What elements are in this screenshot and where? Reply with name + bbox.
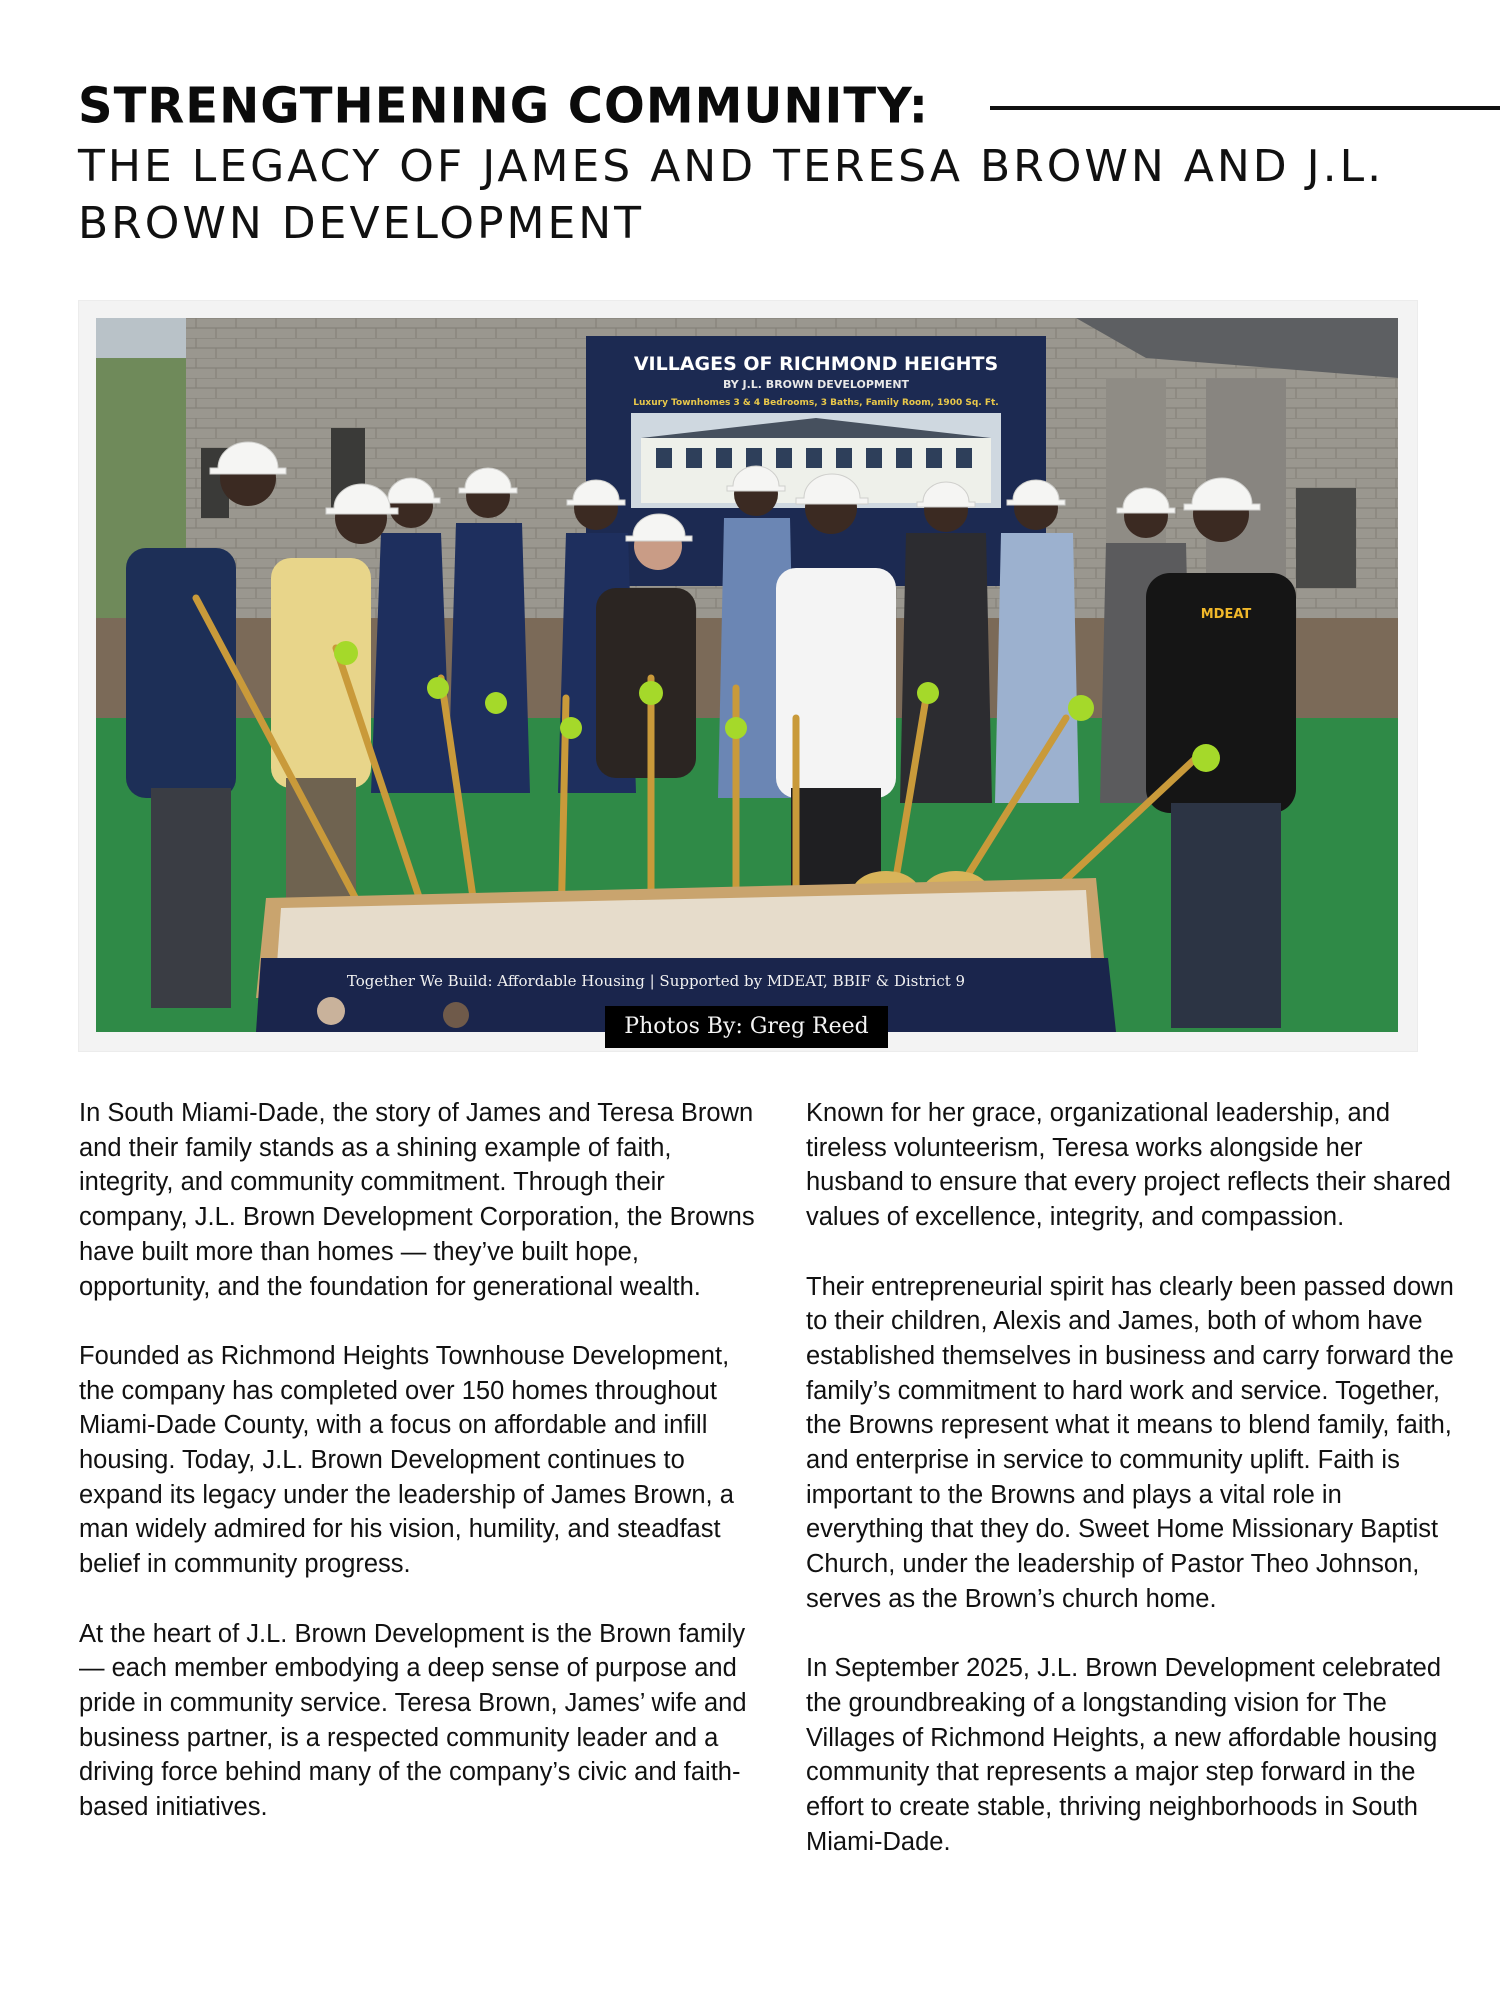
paragraph: At the heart of J.L. Brown Development is the Brown family — each member embodying a deep sense of purpose and pride in community service. Teresa Brown, James’ wife and business partner, is a respected community leader and a driving force behind many of the company’s civic and faith-based initiatives. [79, 1619, 747, 1822]
paragraph: In South Miami-Dade, the story of James and Teresa Brown and their family stands as a shining example of faith, integrity, and community commitment. Through their company, J.L. Brown Development Corporation, the Browns have built more than homes — they’ve built hope, opportunity, and the foundation for generational wealth. [79, 1099, 755, 1301]
paragraph: In September 2025, J.L. Brown Development celebrated the groundbreaking of a longstanding vision for The Villages of Richmond Heights, a new affordable housing community that represents a major step forward in the effort to create stable, thriving neighborhoods in South Miami-Dade. [806, 1654, 1442, 1856]
sign-subtitle: BY J.L. BROWN DEVELOPMENT [722, 378, 910, 391]
photo-illustration [96, 318, 1398, 1032]
article-header [78, 78, 1500, 252]
article-column-left [79, 1096, 759, 1859]
banner-text: Together We Build: Affordable Housing | Supported by MDEAT, BBIF & District 9 [346, 972, 966, 990]
paragraph: Their entrepreneurial spirit has clearly been passed down to their children, Alexis and James, both of whom have established themselves in business and carry forward the family’s commitment to hard work and service. Together, the Browns represent what it means to blend family, faith, and enterprise in service to community uplift. Faith is important to the Browns and plays a vital role in everything that they do. Sweet Home Missionary Baptist Church, under the leadership of Pastor Theo Johnson, serves as the Brown’s church home. [806, 1272, 1454, 1613]
article-title: THE LEGACY OF JAMES AND TERESA BROWN AND J.L. BROWN DEVELOPMENT [78, 141, 1385, 249]
sign-title: VILLAGES OF RICHMOND HEIGHTS [633, 353, 999, 375]
paragraph: Founded as Richmond Heights Townhouse Development, the company has completed over 150 homes throughout Miami-Dade County, with a focus on affordable and infill housing. Today, J.L. Brown Development continues to expand its legacy under the leadership of James Brown, a man widely admired for his vision, humility, and steadfast belief in community progress. [79, 1341, 734, 1579]
paragraph: Known for her grace, organizational leadership, and tireless volunteerism, Teresa works alongside her husband to ensure that every project reflects their shared values of excellence, integrity, and compassion. [806, 1099, 1451, 1232]
header-rule [990, 106, 1500, 110]
sign-details: Luxury Townhomes 3 & 4 Bedrooms, 3 Baths, Family Room, 1900 Sq. Ft. [633, 398, 999, 408]
photo-credit: Photos By: Greg Reed [605, 1006, 888, 1048]
shirt-logo: MDEAT [1200, 607, 1252, 622]
kicker-row [78, 78, 1500, 134]
groundbreaking-photo [96, 318, 1398, 1032]
article-column-right [806, 1096, 1456, 1894]
article-kicker: STRENGTHENING COMMUNITY: [78, 77, 929, 135]
